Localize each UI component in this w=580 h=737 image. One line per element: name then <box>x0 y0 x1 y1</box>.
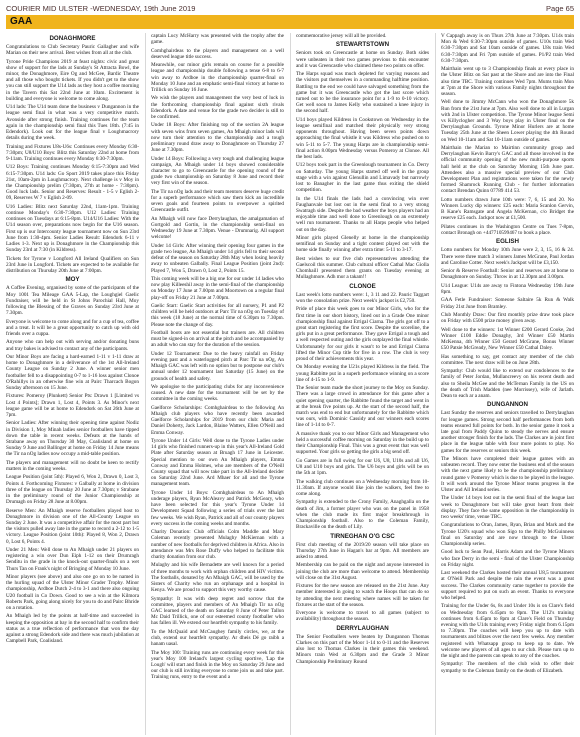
club-heading: DONAGHMORE <box>49 35 96 42</box>
article-columns <box>6 33 574 735</box>
article-paragraph: The Senior Footballers were beaten by Dungannon Thomas Clarkes on this part of the Moor 1-14 to 0-11 and the Reserves also lost to Thomas Clarkes in their games this weekend. Minors train Wed at 6.30pm and the Grade 3 Minor Championship Preliminary Round <box>296 633 429 665</box>
article-paragraph: The players and management will no doubt be keen to rectify matters in the coming weeks. <box>6 459 139 473</box>
article-paragraph: Sympathy: It was with deep regret and sorrow that the committee, players and members of An Mhaigh Tir na nOg GAC learned of the death on Saturday 8 June of Peter Tallon Mc Daid Trillick, one of our esteemed county footballer who has fallen ill. We extend our heartfelt sympathy to his family. <box>151 595 284 627</box>
article-paragraph: Lotto numbers drawn June 10th were: 7, 6, 15 and 20. No Winners Lucky dip winners: £25 each: Maria Scanlon Gervin, B Kane's Ramsgate and Angela McKernan, c/o Bridget the reserve £25 each. Jackpot now at £1,500. <box>441 196 574 222</box>
article-paragraph: Pride of place this week goes to our Minor Girls, who for the first time in our short history, lined out in a Grade One minor championship final against Errigal Ciarna. The girls got off to a great start registering the first score. Despite the scoreline, the girls put in a great performance. They gave Errigal a tough and a well respected outing and the girls outplayed the final whistle. Unfortunately for our girls it wasn't to be and Errigal Ciarna lifted the Minor Cup title for five in a row. The club is very proud of their achievements this year. <box>296 306 429 363</box>
article-paragraph: Congratulations to Club Secretary Pauric Gallagher and wife Marian on their new arrival. Best wishes from all at the club. <box>6 44 139 57</box>
article-paragraph: Under 14 Girls: After winning their opening four games in the grade two league, An Mhaigh under 14 girls fell to their second defeat of the season on Saturday 28th May when losing heavily away to unbeaten Galbally. Final League Position (joint 2nd): Played 7, Won 5, Drawn 0, Lost 2, Points 15. <box>151 242 284 274</box>
article-paragraph: Minor girls played Glenelly at home in the championship semifinal on Sunday and a tight contest played out with the home side finally winning after extra time: 5-11 to 3-17. <box>296 235 429 254</box>
article-paragraph: Congratulations to Oran, James, Ryan, Brian and Mark and the Tyrone U20's squad who won Sigo to the Philly McGuinness final on Saturday and are now through to the Ulster Championship series. <box>441 522 574 548</box>
article-paragraph: Training and Fixtures U8s-U6s: Continues every Monday 6:30-7:30pm; U8/U10 Boys: Blitz this Saturday 22nd at home from 9-11am. Training continues every Monday 6:30-7:30pm. <box>6 143 139 163</box>
column-2 <box>145 33 284 735</box>
article-paragraph: Sympathy is extended to the Crony Family, Anaghgalla on the death of Jim, a former player who was on the panel in 1958 when the club made its first major breakthrough in Championship football. Also to the Coleman Family, Brackaville on the death of Lily. <box>296 499 429 531</box>
article-paragraph: Well done to Jimmy McCann who won the Donaghmore 5k Run from the 21st June at 7pm. Also well done to all in Lurgan with 2nd in Ulster competition. The Tyrone Minor league Semi vs Killyclogher and 3 Way boys play in Ulster final on the Derrylaughan Grounds. Tyrone Minor Hurlers are at home Tuesday 25th June at the Sheen Lower playing the 4th Round on Wed 10-11am and Sat 10-11am outside of games. <box>441 99 574 143</box>
article-paragraph: League Position (joint 5th): Played 6, Won 2, Drawn 0, Lost 3, Points 4. Forthcoming Fixtures: v Galbally at home in division three of the league on Thursday 20 June at 7.30pm; v Strabane in the preliminary round of the Junior Championship at Drumagh on Friday 28 June at 8.00pm. <box>6 474 139 506</box>
article-paragraph: To the McQuaid and McCaughey family circles, we, at the club, extend our heartfelt sympathy. Ar dheis Dé go raibh a hanam uasal. <box>151 628 284 648</box>
article-paragraph: Last week's lotto numbers were: 1, 3 11 and 22. Pauric Taggart won the consolation prize. Next week's jackpot is £2,750. <box>296 291 429 305</box>
article-paragraph: Tickets for Tyrone v Longford All Ireland Qualifiers on Sun 23rd June in Longford. Tickets are expected to be available for distribution on Thursday 20th June at 7:00pm. <box>6 255 139 275</box>
article-paragraph: Under 12 Tournament: Due to the heavy rainfall on Friday evening past and a waterlogged pitch at Parc Tir na nOg, An Mhaigh GAC was left with no option but to postpone our club's annual under 12 tournament last Saturday (15 June) on the grounds of health and safety. <box>151 350 284 382</box>
club-heading: EGLISH <box>495 238 520 246</box>
article-paragraph: Well done to the winners: 1st Winner £200 Gerard Cooke, 2nd Winner £100 Eddie Donaghy, 3rd Winner £50 Martin McKenna, 4th Winner £50 Gerard McGrane, Bonus Winner £50 Patsie McGready, New Winner £50 Cathal Daley. <box>441 326 574 352</box>
article-paragraph: Lotto numbers for Monday 10th June were 2, 3, 15, 16 & 24. There were three match 3 winners James McGrane, Paul Jordan and Caroline Cotter. Next week's Jackpot will be £3,150. <box>441 247 574 266</box>
article-paragraph: The walking club continues on a Wednesday morning from 10-11.30am. If anyone would like join the walkers, feel free to come along. <box>296 478 429 498</box>
club-heading: MOY <box>65 276 80 284</box>
article-paragraph: Gaelic Start: Gaelic Start activities for all nursery, P1 and P2 children will be held outdoors at Parc Tir na nOg on Tuesday of this week (18 June) at the normal time of 6.30pm to 7.30pm. Please note the change of day. <box>151 303 284 328</box>
article-paragraph: Gaelforce Scholarships: Comhghairdeas to the following An Mhaigh club players who have recently been awarded Gaelforce Scholarships for 2019 from our club: Maria and Daniel Doherty, Jack Lardon, Blaine Watters, Ellen O'Neill and Emma Conway. <box>151 404 284 436</box>
article-paragraph: Tyrone Under 14 Boys: Comhghairdeas to An Mhaigh underage players, Ryan McAleavy and Patrick McGeary, who have been selected for this year's Tyrone Under 14 Development Squad following a series of trials over the last few weeks. We wish Ryan, Patrick and all of our county players every success in the coming weeks and months. <box>151 489 284 527</box>
column-3 <box>290 33 429 735</box>
article-paragraph: On Monday evening the U21s played Kildress in the field. The young Rabbitte put in a superb performance winning on a score line of 4-15 to 1-9. <box>296 364 429 383</box>
article-paragraph: Fixtures: Pomeroy (Plunkett) Senior Pts: Drawn 1 [Limited vs Lost 4 Points]; Drawn 1, Lost 4, Points 3. As Minor's next league game will be at home to Edendork on Sat 26th June at 7pm. <box>6 393 139 419</box>
article-paragraph: Seniors took on Greencastle at home on Sunday. Both sides were unbeaten in their two games previous to this encounter and it was Greencastle who claimed these two points on offer. <box>296 50 429 69</box>
article-paragraph: Mulaghy and his wife Bernadette are well known for a period of three months to work with orphan children and HIV victims. The footballs, donated by An Mhaigh GAC, will be used by the Sisters of Charity who run an orphanage and a hospital in Kenya. We are proud to support this very worthy cause. <box>151 562 284 594</box>
article-paragraph: U12 Boys: Training continues Monday 6:15-7:30pm and Wed 6:15-7:30pm. U14 lads: Go Sport 2019 takes place this Friday 21st, 10am-2pm in Loughmacrory. Next challenge is v Moy in the Championship prelim (7:30pm, 27th at home - 7:30pm). Good luck lads. Senior and Reserves: Result - 1-5 v Eglish 2-09, Reserves W 7 v Eglish 2-09. <box>6 164 139 202</box>
article-paragraph: U16 Ladies: Blitz next Saturday 22nd, 11am-1pm. Training continue Monday's 6:30-7:30pm. U12 Ladies: Training continues on Tuesdays at 6:15-8pm. U14/U16 Ladies: With the U14 season over, preparations now begin for the U16 season. First up is our Intercounty league tournament now on Sun 23rd June from 1:30-4pm. Senior Ladies Result: Edendork 6-11 v Ladies 1-3. Next up is Donaghmore in the Championship this Sunday 23rd at 7:30 (in Kildress). <box>6 203 139 254</box>
club-heading: CLONOE <box>349 282 376 290</box>
article-paragraph: Last Sunday the reserves and seniors travelled to Derrylaughan for league games. Strong second half performances from both teams ensured full points for both. In the senior game it took a late goal from Paddy Quinn to steady the nerves and ensure another stronger finish for the lads. The Clarkes are in joint first place in the league table with four more points to play. No games for the reserves or seniors this week. <box>441 410 574 454</box>
article-paragraph: Sympathy: Club would like to extend our condolences to the family of Peter Jordan, Mullancreevy on his recent death and also to Sheila McGee and the McTernan Family in the US on the death of Trish Madden (nee Morrissey), wife of Jarlath. Dean to each ar a anam. <box>441 368 574 399</box>
article-paragraph: The Moy 100: Training runs are continuing every week for this year's Moy 100 Ireland's largest cycling sportive, 'Lap the Lough' will start and finish in the Moy on Saturday 29 June and our club is still inviting everyone to come join us and take part. Training runs, entry to the event and a <box>151 649 284 681</box>
club-heading: DUNGANNON <box>487 401 528 409</box>
article-paragraph: This coming week will be a big one for our under 14 ladies who now play Killeeshil away in the semi-final of the championship on Monday 17 June at 7.00pm and Moortown on a regular final play-off on Friday 21 June at 7.00pm. <box>151 276 284 301</box>
article-paragraph: Go Games are in full swing for our U6, U8, U10s and all U6, U8 and U10 boys and girls. The U6 boys and girls will be on the 5th at 1pm. <box>296 457 429 477</box>
article-paragraph: A Coffee Evening, organised by some of the participants of the Moy 1001 Tea Mileage GAA 5-Lap, the Loughgiel Gaelic Fundraiser, will be held in St Johns Parochial Hall, Moy following the Blessing of the Graves on Sunday 23rd June at 7.30pm. <box>6 285 139 317</box>
article-paragraph: Training for the Under 6s, 8s and Under 10s is on Clare's field on Wednesday from 6.45pm to 8pm. The U12's training continues from 6.45pm to 8pm at Clare's Field on Thursday evening with the U14s training every Friday night from 6.15pm to 7.30pm. The coaches will keep you up to date with tournaments and blitzes over the next few weeks. Any member registered with Whatsapp group to keep up to date. We welcome new players of all ages to our club. Please turn up to the night and the parents can speak to any of the coaches. <box>441 603 574 660</box>
article-paragraph: Charity Donation: Club officials Colm Maddle and Mary Coleman recently presented Mulaghy McKiernan with a number of new footballs for deprived children in Africa. Also in attendance was Mrs Rose Duffy who helped to facilitate this charity donation from our club. <box>151 529 284 561</box>
article-paragraph: Football boots are not essential but trainers are. All children must be signed-in on arrival at the pitch and be accompanied by an adult who can stay for the duration of the session. <box>151 330 284 349</box>
article-paragraph: An Mhaigh led by the points at half-time and succeeded in keeping the opposition at bay in the second half to confirm their status as a true reflection of performance that won the day against a strong Edendork side and there was much jubilation at Campbell Park, Coalisland. <box>6 613 139 645</box>
article-paragraph: In the U14 finals the lads had a convincing win over Faughanvale but lost out in the semi final to a very strong Swatragh side. Despite the bad weather the boys players had an enjoyable time and well done to Greenlough on an extremely well run tournament. Thanks to all Harps people who helped out on the day. <box>296 195 429 233</box>
article-paragraph: Our Minor Boys are facing a hard-earned 1-11 v 1-11 draw at home to Donaghmore in a deliverance of the 1st All-Ireland County League on Sunday 2 June. A winner senior men footballer fell to a disappointing 0-7 to 1-16 loss against Clonoe O'Rahillys in an otherwise fine win at Pairc Tharcach Bogon Sunday afternoon on 15 June. <box>6 354 139 392</box>
article-paragraph: Tyrone Under 14 Girls: Well done to the Tyrone Ladies under 14 girls who finished runners-up in this year's All-Ireland Gold Plate after Saturday season at Bruagh 17 June in Leicester. Special mention to our own An Mhaigh players, Emma Conway and Emma Holmes, who are members of the O'Neill County squad that will now take part in the All-Ireland decider on Saturday 22nd June. Ard Mhaer for all and the Tyrone management team. <box>151 438 284 488</box>
article-paragraph: Comhghairdeas to the players and management on a well deserved league title success. <box>151 47 284 60</box>
article-paragraph: Reserve Men: An Mhaigh reserve footballers played host to Donaghmore in division one of the All-County League on Sunday 2 June. It was a competitive affair for the most part but the visitors pulled away late in the game to record a 2-12 to 1-5 victory. League Position (joint 10th): Played 8, Won 2, Drawn 0, Lost 6, Points 4. <box>6 507 139 545</box>
club-heading: DERRYLAUGHAN <box>336 624 389 632</box>
article-paragraph: V Cappagh away is on Thurs 27th June at 7:30pm. U14s train Mon & Wed 6:30-7:30pm outside of games. U10s train Wed 6:30-7:30pm and Sat 10am outside of games. U8s train Wed 6:30-7:30pm and Fri 7pm outside of games. P1/P2 train Wed 6:30-7:30pm. <box>441 33 574 64</box>
article-paragraph: Pilates continues in the Washington Centre on Tues 7-8pm, contact Bronagh on +447710599467 to book a place. <box>441 223 574 237</box>
section-title-bar: GAA <box>6 15 574 29</box>
article-paragraph: Senior & Reserve Football: Senior and reserves are at home to Donaghmore on Sunday. Throw in at 12.30pm and 3.00pm. <box>441 268 574 281</box>
article-paragraph: An Mhaigh will now face Derrylaughan, the amalgamation of Gortgold and Gortin, in the championship semi-final on Wednesday 19 June at 7.30pm. Venue - Drumnarig. All support welcome! <box>151 215 284 241</box>
article-paragraph: Best wishes to our five club representatives attending the Gaelscoil this summer. Club cultural officer Cathal Mac Giolla Chomhaill presented them grants on Tuesday evening at Mullaghmore. Adh mor a takam!! <box>296 255 429 281</box>
article-paragraph: Membership can be paid on the night and anyone interested in joining the club are more than welcome to attend. Membership will close on the 31st August. <box>296 562 429 581</box>
article-paragraph: Club Monthly Draw: Our first monthly prize draw took place on Friday with £500 prize money given away. <box>441 312 574 325</box>
article-paragraph: The Minors have completed their league games with an unbeaten record. They now enter the business end of the season with the next game likely to be the championship preliminary round game v Pomeroy which is due to be played in the league. It will work around the Tyrone Minor teams progress in the Ulster and All Ireland series. <box>441 456 574 494</box>
article-paragraph: captain Lucy McHarry was presented with the trophy after the game. <box>151 33 284 46</box>
article-paragraph: We wish the players and management the very best of luck in the forthcoming championship final against sixth rivals Edendork. A date and venue for the grade two decider is still to be confirmed. <box>151 95 284 120</box>
page-header <box>6 2 574 14</box>
article-paragraph: GAA Fetle Fundraiser: Someone Saltaire 5k Run & Walk Friday 21st June from Bramley. <box>441 297 574 310</box>
article-paragraph: U12 boys took part in the Greenlough tournament in Co. Derry on Saturday. The young Harps started off well in the group stage with a win against Glenullin and Limavady but narrowly lost to Banagher in the last game thus exiting the shield competition. <box>296 162 429 194</box>
article-paragraph: Tyrone Pride Champions 2019 at feast nights: civic and great show of support for the lads at Sunday's St Attracta Bowl, the minor, the Donaghmore, Eire Og and McGee, Bardic Theatre and all those who bought tickets. If you didn't get to the show you can still support the U14 lads as they host a coffee morning in the Tavern this Sat 22nd June at 10am. Excitement is building and everyone is welcome to come along. <box>6 58 139 102</box>
article-paragraph: Meanwhile, our minor girls remain on course for a possible league and championship double following a tense 6-8 to 6-7 win away to Ardboe in the championship quarter-final on Monday 10 June and an emphatic semi-final victory at home to Trillick on Sunday 16 June. <box>151 62 284 93</box>
article-paragraph: U14 League: U14s are away to Fintona Wednesday 19th June 8pm. <box>441 282 574 296</box>
article-paragraph: Under 21 Men: Well done to An Mhaigh under 21 players on registering a win over Dun Eiph 1-12 on their Drumragh Senditu in the grade in the knock-out quarter-finals on a wet Thurs Tan on Frank's night of Bringing of Monday 10 June. <box>6 547 139 572</box>
article-paragraph: The Harps squad was much depleted for varying reasons and the visitors put themselves in a commanding halftime position. Battling to the end we could have salvaged something from the game but it was Greencastle who got the last score which turned out to be the insurance point for a 1-9 to 0-10 victory. Get well soon to James Kelly who sustained a knee injury in the second half. <box>296 71 429 115</box>
article-paragraph: Under 18 Boys: After finishing top of the section 2A league with seven wins from seven games, An Mhaigh minor lads will now turn their attention to the championship and a tough preliminary round draw away to Donaghmore on Thursday 27 June at 7.30pm. <box>151 122 284 154</box>
article-paragraph: Good luck to Sean Paul, Harris Adam and the Tyrone Minors who face Derry in the semi - final of the Ulster Championship on Friday night. <box>441 549 574 568</box>
article-paragraph: U14 boys played Kildress in Cookstown on Wednesday in the league semifinal and matched their physically very strong opponents throughout. Having been seven points down approaching the final whistle it was Kildress who pushed on to win 5-11 to 5-7. The young Harps are in championship semi-final action 8.00pm Wednesday versus Pomeroy at Clonoe. All the best lads. <box>296 116 429 161</box>
article-paragraph: The Senior team made the short journey to the Moy on Sunday. There was a large crowd in attendance for this game after a quiet opening quarter, the Rabbitte found the target and went in at the break five points up. At the start of the second half, the match was end to end but unfortunately for the Rabbitte which was ours, with Dominic Cassidy and our winners each scores line of 1-14 to 0-7. <box>296 385 429 429</box>
publication-line: COURIER MID ULSTER -WEDNESDAY, 19th June 2019 <box>6 3 196 13</box>
article-paragraph: Mairthain the Marian to Mairtinn community group and Derrylaughan Kevin Barry's GAC and all those involved in the official community opening of the new multi-purpose sports hall held at the club on Saturday Morning 15th June past. Attendees also a massive special preview of our Club Development Plan and registrations were taken for the newly formed Shamrock Running Club - for further information contact Brendan Quinn 07789 414 53. <box>441 145 574 195</box>
article-paragraph: U14 lads: The U14 team done the business v Dungannon in the league semi final in what was a very competitive match. Avonside after strong finish. Training continues for the team again in the championship semi final this Tues 18th. (7:45 in Edendork). Look out for the league final v Loughmacrory details during the week. <box>6 104 139 142</box>
article-paragraph: Everyone is welcome to travel to all games (subject to availability) throughout the season. <box>296 610 429 623</box>
column-4 <box>435 33 574 735</box>
article-paragraph: Senior Ladies: After winning their opening time against Nodiz in Division 1, Moy Minah ladies senior footballers have tipped down the table in recent weeks. Defeats at the hands of Strabane away on Thursday 30 May, Coalisland at home on Sunday 9 June and Ballinger at home on Friday 14 June means the Tir na nOg ladies now occupy a mid-table position. <box>6 420 139 458</box>
club-heading: STEWARTSTOWN <box>335 41 390 49</box>
article-paragraph: Last weekend the Clarkes hosted their annual U8,5 tournament at O'Neill Park and despite the rain the event was a great success. The Clarkes community came together to provide the support required to put on such an event. Thanks to everyone who helped. <box>441 570 574 602</box>
club-heading: TIRNEGHAN O'G CSC <box>330 532 395 540</box>
article-paragraph: Everyone is welcome to come along and for a cup of tea, coffee and a treat. It will be a great opportunity to catch up with old friends over a cuppa. <box>6 318 139 338</box>
article-paragraph: Anyone who can help out with serving and/or donating buns and tray bakes is advised to contact any of the participants. <box>6 339 139 352</box>
article-paragraph: Minor players (see above) and also one go on to be named in the hurling squad of the Ulster Minor Grader Trophy. Minor championship, Ardboe Dutch 2-4 to 3-1 and there also ongoing U20 football in Co Down. Good to see a win at the Kilmora Roberts Park, going along nicely for you to do and Pairc Bhride on a rotation. <box>6 574 139 612</box>
article-paragraph: Fixtures for the new season are released on the 21st June. Any member interested in going to watch the Hoops that can do so by attending the next meeting where names will be taken for fixtures at the start of the season. <box>296 583 429 608</box>
article-paragraph: Mairthain went up to 3 Championship finals at every place in the Ulster Blitz on Sat past at the Shore and are into the Final also time TBC. Training continues Wed 7pm. Mums train Mon at 7pm at the Shore with various Family nights throughout the season. <box>441 66 574 98</box>
article-paragraph: The Tir na nOg lads and their team mentors deserve huge credit for a superb performance which saw them kick an incredible seven goals and fourteen points to overpower a spirited Greencastle outfit. <box>151 188 284 214</box>
article-paragraph: A massive thank you to our Minor Girls and Management who held a successful coffee morning on Saturday in the build up to their Championship Final. This was a great event that was well supported. Your girls so getting the girls a big send off. <box>296 430 429 456</box>
article-paragraph: The Under 14 boys lost out in the semi final of the league last week to Donaghmore but will take great heart from their display. They face the same opposition in the championship in two weeks' time, venue TBC. <box>441 495 574 521</box>
article-paragraph: Has something to say, get contact any member of the club committee. The next draw will be on June 28th. <box>441 353 574 366</box>
article-paragraph: Under 14 Boys: Following a very tough and challenging league campaign, An Mhaigh under 14 boys showed considerable character to go to Greencastle for the opening round of the grade two championship on Saturday 8 June and record their very first win of the season. <box>151 155 284 187</box>
article-paragraph: Sympathy: The members of the club wish to offer their sympathy to the Coleman family on the death of Elizabeth. <box>441 661 574 674</box>
page-number: Page 65 <box>546 3 574 13</box>
article-paragraph: We apologise to the participating clubs for any inconvenience caused. A new date for the tournament will be set by the committee in the coming weeks. <box>151 384 284 403</box>
article-paragraph: First club meeting of the 2019/20 season will take place on Thursday 27th June in Hagan's bar at 9pm. All members are asked to attend. <box>296 541 429 561</box>
column-1 <box>6 33 139 735</box>
article-paragraph: commemorative jersey will all be provided. <box>296 33 387 39</box>
